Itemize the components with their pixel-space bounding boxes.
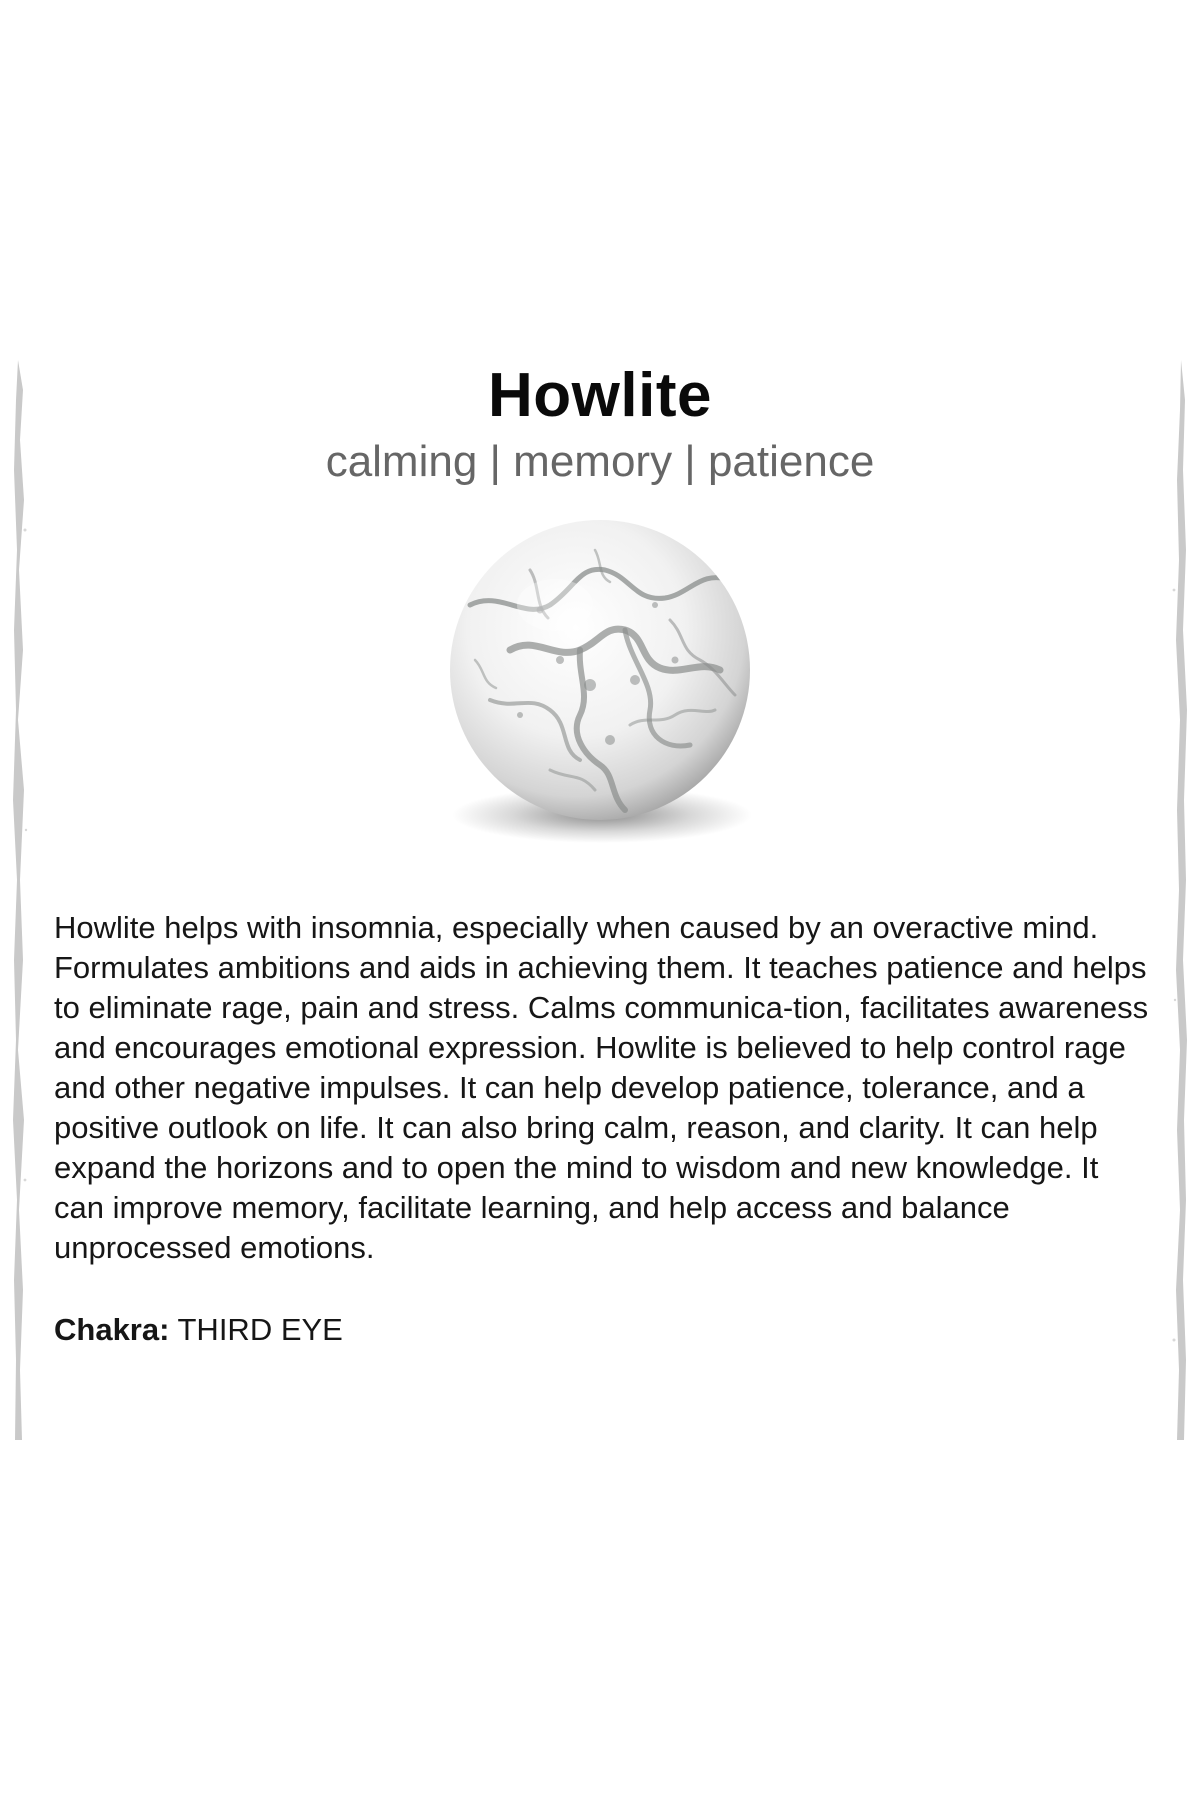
chakra-line [54,1310,343,1350]
right-brush-edge [1172,360,1188,1440]
howlite-sphere-image [430,510,770,850]
chakra-label: Chakra: [54,1312,170,1347]
stone-description: Howlite helps with insomnia, especially when caused by an overactive mind. Formulates ambitions and aids in achieving them. It teaches patience and helps to eliminate rage, pain and stress. Calms communica-tion, facilitates awareness and encourages emotional expression. Howlite is believed to help control rage and other negative impulses. It can help develop patience, tolerance, and a positive outlook on life. It can also bring calm, reason, and clarity. It can help expand the horizons and to open the mind to wisdom and new knowledge. It can improve memory, facilitate learning, and help access and balance unprocessed emotions. [54,910,1149,1265]
chakra-value: THIRD EYE [177,1312,343,1347]
howlite-card [12,360,1188,1440]
left-brush-edge [12,360,28,1440]
stone-title: Howlite [488,361,712,430]
stone-properties: calming | memory | patience [325,437,875,486]
